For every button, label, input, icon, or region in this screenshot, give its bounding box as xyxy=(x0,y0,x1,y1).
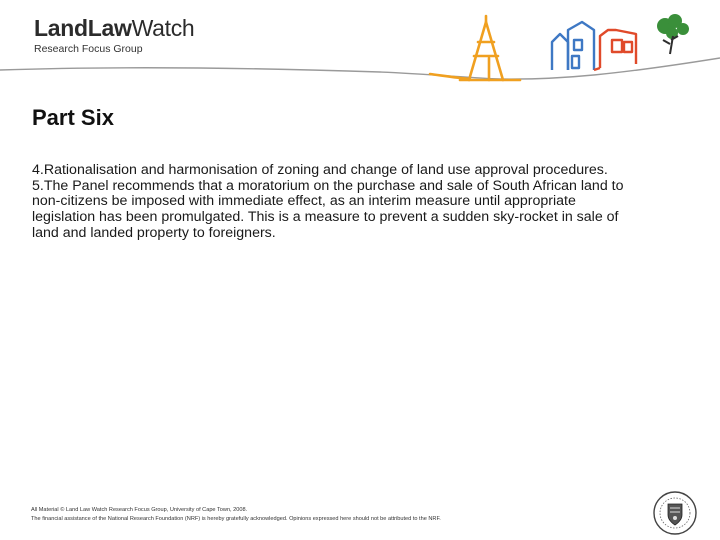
buildings-drawing-icon xyxy=(552,22,636,70)
slide-body xyxy=(32,163,642,242)
brand-subtitle: Research Focus Group xyxy=(34,43,143,55)
footer-copyright: All Material © Land Law Watch Research Focus Group, University of Cape Town, 2008. xyxy=(31,507,248,513)
footer-acknowledgement: The financial assistance of the National Research Foundation (NRF) is hereby gratefully acknowledged. Opinions expressed here should not be attributed to the NRF. xyxy=(31,515,441,522)
body-paragraph-5: 5.The Panel recommends that a moratorium on the purchase and sale of South African land to non-citizens be imposed with immediate effect, as an interim measure until appropriate legislation has been promulgated. This is a measure to prevent a sudden sky-rocket in sale of land and landed property to foreigners. xyxy=(32,177,624,241)
brand-title xyxy=(34,14,194,42)
brand-title-law: Law xyxy=(87,15,132,41)
slide-title: Part Six xyxy=(32,105,114,130)
header-divider-line xyxy=(0,58,720,79)
brand-logo xyxy=(34,14,194,55)
body-paragraph-4: 4.Rationalisation and harmonisation of zoning and change of land use approval procedures. xyxy=(32,162,608,178)
footer xyxy=(31,506,631,523)
tree-icon xyxy=(657,14,689,54)
brand-title-land: Land xyxy=(34,15,88,41)
house-drawing-icon xyxy=(430,16,520,80)
brand-title-watch: Watch xyxy=(131,15,195,41)
university-seal-icon xyxy=(652,490,698,536)
header xyxy=(0,0,720,90)
